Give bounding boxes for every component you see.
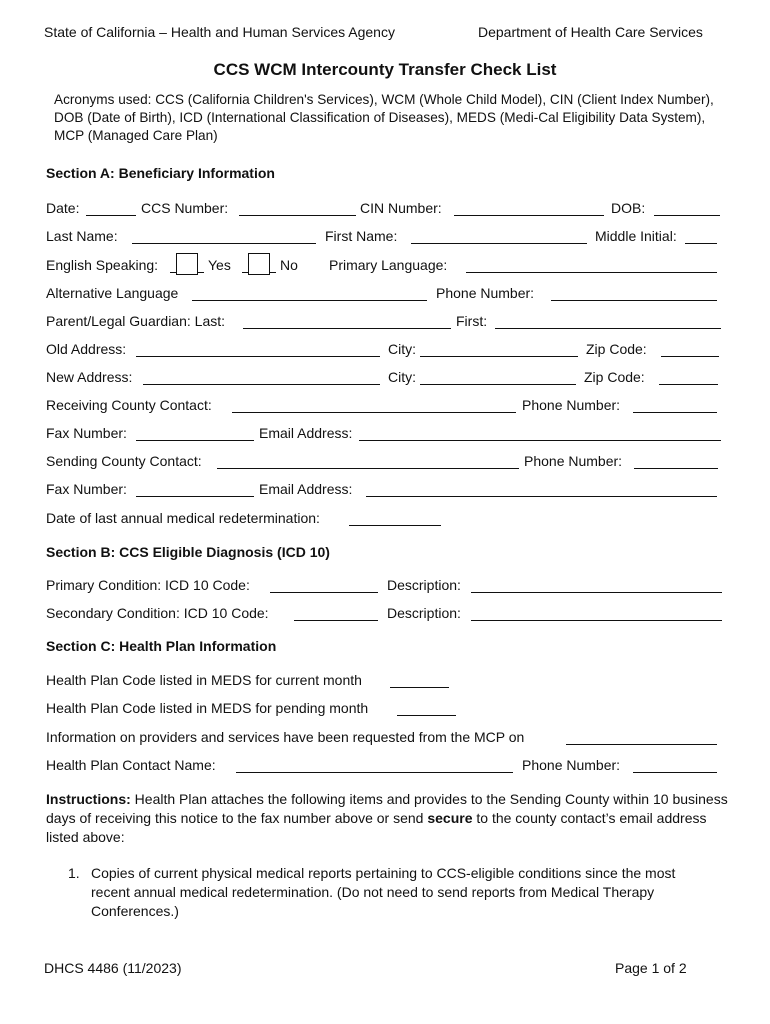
form-id: DHCS 4486 (11/2023) <box>44 960 182 976</box>
sending-phone-label: Phone Number: <box>524 453 623 469</box>
guardian-last-label: Parent/Legal Guardian: Last: <box>46 313 226 329</box>
agency-header: State of California – Health and Human Services Agency <box>44 24 395 40</box>
list-item-text: Copies of current physical medical reports pertaining to CCS-eligible conditions since the most recent annual medical redetermination. (Do not need to send reports from Medical Therapy Conferences.) <box>91 865 676 919</box>
old-zip-label: Zip Code: <box>586 341 647 357</box>
row-new-address <box>46 369 726 387</box>
secondary-icd-field[interactable] <box>294 620 378 621</box>
first-name-field[interactable] <box>411 243 587 244</box>
info-requested-field[interactable] <box>566 744 717 745</box>
sending-contact-label: Sending County Contact: <box>46 453 202 469</box>
department-header: Department of Health Care Services <box>478 24 703 40</box>
sending-fax-label: Fax Number: <box>46 481 127 497</box>
english-yes-checkbox[interactable] <box>176 253 198 275</box>
english-no-checkbox[interactable] <box>248 253 270 275</box>
sending-phone-field[interactable] <box>634 468 718 469</box>
row-secondary-condition <box>46 605 726 623</box>
row-old-address <box>46 341 726 359</box>
row-code-pending <box>46 700 726 718</box>
form-title: CCS WCM Intercounty Transfer Check List <box>213 60 557 79</box>
plan-contact-field[interactable] <box>236 772 513 773</box>
receiving-email-field[interactable] <box>359 440 721 441</box>
date-field[interactable] <box>86 215 136 216</box>
guardian-first-field[interactable] <box>495 328 721 329</box>
new-zip-field[interactable] <box>659 384 718 385</box>
primary-language-label: Primary Language: <box>329 257 448 273</box>
new-city-label: City: <box>388 369 416 385</box>
code-pending-label: Health Plan Code listed in MEDS for pending month <box>46 700 369 716</box>
sending-contact-field[interactable] <box>217 468 519 469</box>
yes-label: Yes <box>208 257 231 273</box>
guardian-first-label: First: <box>456 313 488 329</box>
sending-email-field[interactable] <box>366 496 717 497</box>
list-item-number: 1. <box>68 865 80 881</box>
section-b-heading: Section B: CCS Eligible Diagnosis (ICD 10) <box>46 544 330 560</box>
guardian-last-field[interactable] <box>243 328 451 329</box>
cin-number-field[interactable] <box>454 215 604 216</box>
new-city-field[interactable] <box>420 384 576 385</box>
receiving-contact-label: Receiving County Contact: <box>46 397 212 413</box>
receiving-fax-label: Fax Number: <box>46 425 127 441</box>
redetermination-label: Date of last annual medical redetermination: <box>46 510 320 526</box>
new-address-label: New Address: <box>46 369 133 385</box>
phone-number-field[interactable] <box>551 300 717 301</box>
first-name-label: First Name: <box>325 228 398 244</box>
last-name-field[interactable] <box>132 243 316 244</box>
row-language <box>46 257 726 275</box>
section-a-heading: Section A: Beneficiary Information <box>46 165 275 181</box>
ccs-number-field[interactable] <box>239 215 356 216</box>
info-requested-label: Information on providers and services have been requested from the MCP on <box>46 729 525 745</box>
middle-initial-label: Middle Initial: <box>595 228 677 244</box>
row-sending-contact <box>46 453 726 471</box>
row-alt-language <box>46 285 726 303</box>
instructions-label: Instructions: <box>46 791 131 807</box>
plan-contact-label: Health Plan Contact Name: <box>46 757 216 773</box>
code-current-label: Health Plan Code listed in MEDS for current month <box>46 672 362 688</box>
alternative-language-field[interactable] <box>192 300 427 301</box>
row-primary-condition <box>46 577 726 595</box>
sending-fax-field[interactable] <box>136 496 254 497</box>
row-sending-fax <box>46 481 726 499</box>
old-address-label: Old Address: <box>46 341 127 357</box>
old-city-label: City: <box>388 341 416 357</box>
row-guardian <box>46 313 726 331</box>
instructions-emphasis: secure <box>427 810 473 826</box>
ccs-number-label: CCS Number: <box>141 200 229 216</box>
primary-language-field[interactable] <box>466 272 717 273</box>
plan-phone-label: Phone Number: <box>522 757 621 773</box>
primary-icd-label: Primary Condition: ICD 10 Code: <box>46 577 250 593</box>
section-c-heading: Section C: Health Plan Information <box>46 638 277 654</box>
code-pending-field[interactable] <box>397 715 456 716</box>
new-address-field[interactable] <box>143 384 380 385</box>
phone-number-label: Phone Number: <box>436 285 535 301</box>
row-names <box>46 228 726 246</box>
new-zip-label: Zip Code: <box>584 369 645 385</box>
old-address-field[interactable] <box>136 356 380 357</box>
receiving-contact-field[interactable] <box>232 412 516 413</box>
alternative-language-label: Alternative Language <box>46 285 179 301</box>
code-current-field[interactable] <box>390 687 449 688</box>
receiving-email-label: Email Address: <box>259 425 353 441</box>
cin-number-label: CIN Number: <box>360 200 442 216</box>
secondary-description-field[interactable] <box>471 620 722 621</box>
instructions-text-2: to the county contact’s email address listed above: <box>46 810 707 845</box>
instructions-text-1: Health Plan attaches the following items and provides to the Sending County within 10 business days of receiving this notice to the fax number above or send <box>46 791 728 826</box>
page-number: Page 1 of 2 <box>615 960 687 976</box>
row-redetermination <box>46 510 726 528</box>
date-label: Date: <box>46 200 80 216</box>
sending-email-label: Email Address: <box>259 481 353 497</box>
row-plan-contact <box>46 757 726 775</box>
row-info-requested <box>46 729 726 747</box>
receiving-fax-field[interactable] <box>136 440 254 441</box>
instructions-paragraph <box>46 790 736 847</box>
redetermination-field[interactable] <box>349 525 441 526</box>
primary-icd-field[interactable] <box>270 592 378 593</box>
row-ids <box>46 200 726 218</box>
secondary-icd-label: Secondary Condition: ICD 10 Code: <box>46 605 269 621</box>
secondary-description-label: Description: <box>387 605 461 621</box>
old-zip-field[interactable] <box>661 356 719 357</box>
old-city-field[interactable] <box>420 356 578 357</box>
english-speaking-label: English Speaking: <box>46 257 159 273</box>
acronyms-note: Acronyms used: CCS (California Children's Services), WCM (Whole Child Model), CIN (Client Index Number), DOB (Date of Birth), ICD (International Classification of Diseases), MEDS (Medi-Cal Eligibility Data System), MCP (Managed Care Plan) <box>54 92 714 143</box>
plan-phone-field[interactable] <box>633 772 717 773</box>
row-receiving-fax <box>46 425 726 443</box>
no-label: No <box>280 257 298 273</box>
row-code-current <box>46 672 726 690</box>
dob-label: DOB: <box>611 200 646 216</box>
row-receiving-contact <box>46 397 726 415</box>
middle-initial-field[interactable] <box>685 243 717 244</box>
receiving-phone-label: Phone Number: <box>522 397 621 413</box>
primary-description-label: Description: <box>387 577 461 593</box>
receiving-phone-field[interactable] <box>633 412 717 413</box>
last-name-label: Last Name: <box>46 228 118 244</box>
dob-field[interactable] <box>654 215 720 216</box>
primary-description-field[interactable] <box>471 592 722 593</box>
